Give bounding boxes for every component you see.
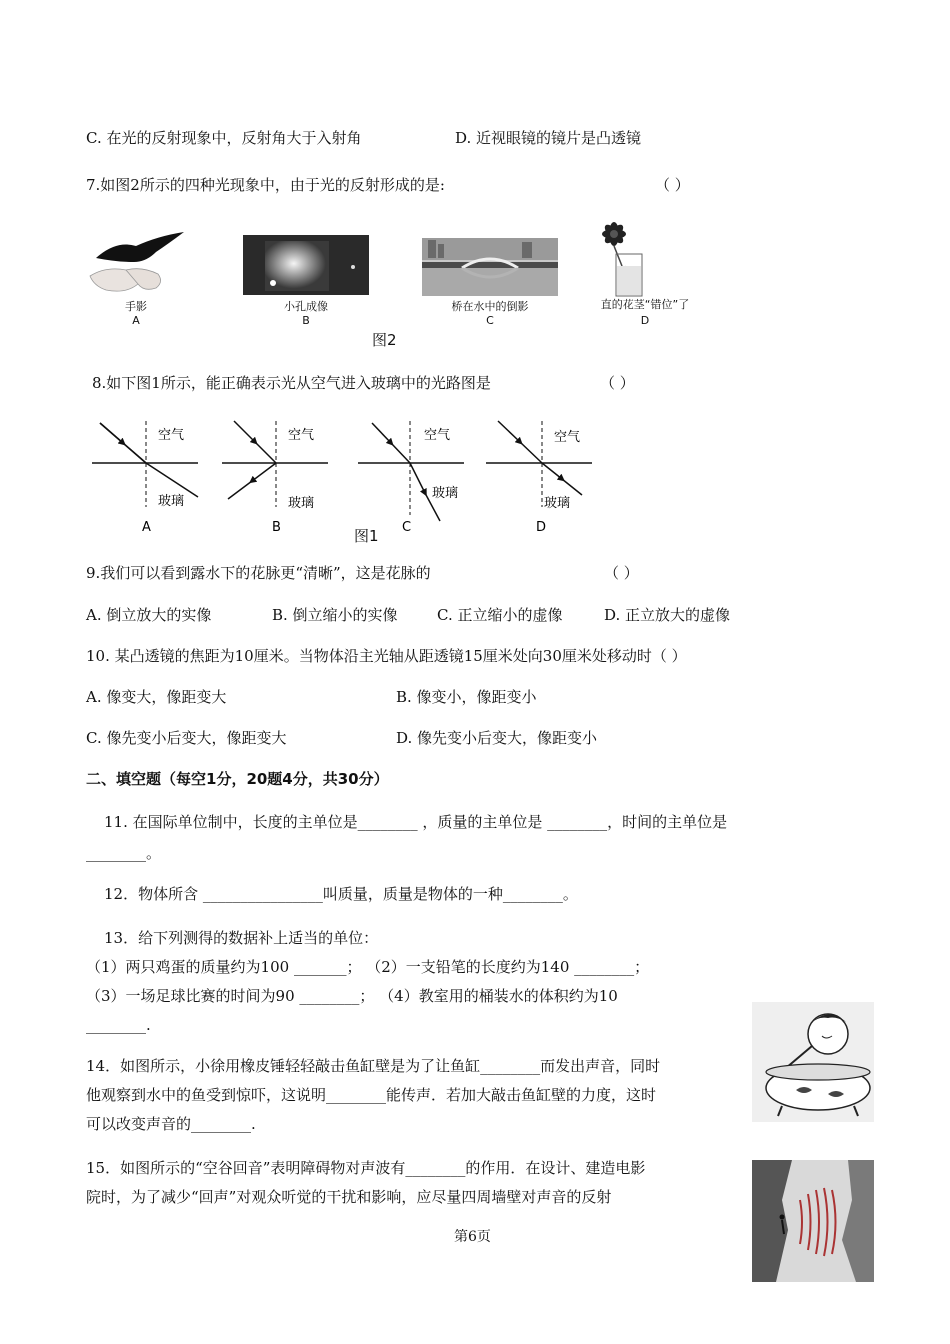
glass-label-a: 玻璃 [158,494,185,509]
caption-a: 手影 [125,300,147,313]
diagram-d [486,421,592,535]
q10-option-b: B. 像变小，像距变小 [396,688,537,706]
diagram-b [222,421,328,535]
bridge-reflection-image [422,238,558,296]
diagram-letter-b: B [272,520,281,535]
section-2-heading: 二、填空题（每空1分，20题4分，共30分） [86,770,389,788]
diagram-letter-d: D [536,520,547,535]
q9-option-c: C. 正立缩小的虚像 [437,606,563,624]
q15-line-1: 15．如图所示的“空谷回音”表明障碍物对声波有________的作用．在设计、建造电影 [86,1159,646,1177]
flower-glass-image [592,220,662,298]
q8-stem: 8.如下图1所示，能正确表示光从空气进入玻璃中的光路图是 [92,374,491,392]
diagram-a [92,421,198,535]
q13-line-2: （1）两只鸡蛋的质量约为100 _______； （2）一支铅笔的长度约为140 ________； [86,958,650,976]
q15-line-2: 院时，为了减少“回声”对观众听觉的干扰和影响，应尽量四周墙壁对声音的反射 [86,1188,612,1206]
q10-option-d: D. 像先变小后变大，像距变小 [396,729,598,747]
letter-d: D [640,314,650,327]
q8-bracket: （ ） [600,374,635,392]
q13-line-1: 13．给下列测得的数据补上适当的单位： [104,929,379,947]
caption-b: 小孔成像 [284,300,328,313]
glass-label-d: 玻璃 [544,496,571,511]
q7-stem: 7.如图2所示的四种光现象中，由于光的反射形成的是: [86,176,445,194]
q11-line-1: 11. 在国际单位制中，长度的主单位是________ ，质量的主单位是 ________，时间的主单位是 [104,813,728,831]
air-label-c: 空气 [424,428,451,443]
q14-line-1: 14．如图所示，小徐用橡皮锤轻轻敲击鱼缸壁是为了让鱼缸________而发出声音，同时 [86,1057,661,1075]
q9-stem: 9.我们可以看到露水下的花脉更“清晰”，这是花脉的 [86,564,431,582]
echo-valley-image [752,1160,874,1282]
letter-a: A [132,314,140,327]
q13-line-4: ________. [86,1016,151,1034]
figure-1-label: 图1 [354,527,379,545]
q6-option-d: D. 近视眼镜的镜片是凸透镜 [455,129,642,147]
q9-option-a: A. 倒立放大的实像 [86,606,212,624]
q13-line-3: （3）一场足球比赛的时间为90 ________； （4）教室用的桶装水的体积约为10 [86,987,618,1005]
q7-bracket: （ ） [655,176,690,194]
q9-bracket: （ ） [604,564,639,582]
q9-option-b: B. 倒立缩小的实像 [272,606,398,624]
diagram-letter-c: C [402,520,412,535]
caption-c: 桥在水中的倒影 [451,300,529,313]
q11-line-2: ________。 [86,844,162,862]
air-label-d: 空气 [554,430,581,445]
diagram-letter-a: A [142,520,151,535]
hand-shadow-image [86,228,186,298]
q12-line-1: 12．物体所含 ________________叫质量，质量是物体的一种________。 [104,885,578,903]
q10-option-c: C. 像先变小后变大，像距变大 [86,729,287,747]
q14-line-3: 可以改变声音的________. [86,1115,256,1133]
fish-tank-image [752,1002,874,1122]
q6-option-c: C. 在光的反射现象中，反射角大于入射角 [86,129,362,147]
figure-2-label: 图2 [372,331,397,349]
letter-b: B [302,314,310,327]
q10-stem: 10. 某凸透镜的焦距为10厘米。当物体沿主光轴从距透镜15厘米处向30厘米处移动时（ ） [86,647,687,665]
glass-label-b: 玻璃 [288,496,315,511]
air-label-a: 空气 [158,428,185,443]
q9-option-d: D. 正立放大的虚像 [604,606,731,624]
q14-line-2: 他观察到水中的鱼受到惊吓，这说明________能传声．若加大敲击鱼缸壁的力度，这时 [86,1086,657,1104]
glass-label-c: 玻璃 [432,486,459,501]
caption-d: 直的花茎“错位”了 [600,298,690,311]
light-path-diagrams [86,415,606,535]
air-label-b: 空气 [288,428,315,443]
diagram-c [358,421,464,535]
pinhole-image [243,235,369,295]
letter-c: C [486,314,494,327]
page-number: 第6页 [454,1229,491,1245]
q10-option-a: A. 像变大，像距变大 [86,688,227,706]
